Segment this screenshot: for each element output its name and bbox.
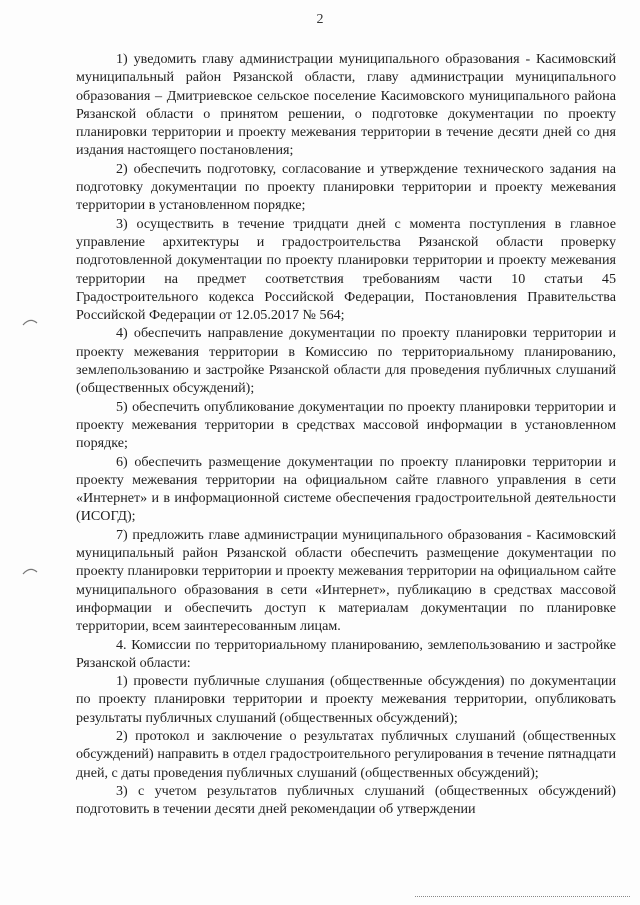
- list-item-2: 2) обеспечить подготовку, согласование и утверждение технического задания на подготовку документации по проекту планировки территории и проекту межевания территории в установленном порядке;: [76, 160, 616, 214]
- page-number: 2: [316, 12, 324, 27]
- section-4-heading: 4. Комиссии по территориальному планированию, землепользованию и застройке Рязанской области:: [76, 636, 616, 671]
- list-item-6: 6) обеспечить размещение документации по проекту планировки территории и проекту межевания территории на официальном сайте главного управления в сети «Интернет» и в информационной системе обеспечения градостроительной деятельности (ИСОГД);: [76, 453, 616, 525]
- commission-item-2: 2) протокол и заключение о результатах публичных слушаний (общественных обсуждений) направить в отдел градостроительного регулирования в течение пятнадцати дней, с даты проведения публичных слушаний (общественных обсуждений);: [76, 727, 616, 781]
- list-item-1: 1) уведомить главу администрации муниципального образования - Касимовский муниципальный район Рязанской области, главу администрации муниципального образования – Дмитриевское сельское поселение Касимовского муниципального района Рязанской области о принятом решении, о подготовке документации по проекту планировки территории и проекту межевания территории в течение десяти дней со дня издания настоящего постановления;: [76, 51, 616, 159]
- document-body: [76, 50, 616, 818]
- list-item-3: 3) осуществить в течение тридцати дней с момента поступления в главное управление архитектуры и градостроительства Рязанской области проверку подготовленной документации по проекту планировки территории и проекту межевания территории на предмет соответствия требованиям части 10 статьи 45 Градостроительного кодекса Российской Федерации, Постановления Правительства Российской Федерации от 12.05.2017 № 564;: [76, 215, 616, 324]
- list-item-5: 5) обеспечить опубликование документации по проекту планировки территории и проекту межевания территории в средствах массовой информации в установленном порядке;: [76, 398, 616, 452]
- margin-mark: [22, 566, 38, 576]
- list-item-4: 4) обеспечить направление документации по проекту планировки территории и проекту межевания территории в Комиссию по территориальному планированию, землепользованию и застройке Рязанской области для проведения публичных слушаний (общественных обсуждений);: [76, 325, 616, 397]
- commission-item-1: 1) провести публичные слушания (общественные обсуждения) по документации по проекту планировки территории и проекту межевания территории, опубликовать результаты публичных слушаний (общественных обсуждений);: [76, 673, 616, 726]
- commission-item-3: 3) с учетом результатов публичных слушаний (общественных обсуждений) подготовить в течении десяти дней рекомендации об утверждении: [76, 782, 616, 818]
- scan-edge-line: [415, 896, 630, 898]
- list-item-7: 7) предложить главе администрации муниципального образования - Касимовский муниципальный район Рязанской области обеспечить размещение документации по проекту планировки территории и проекту межевания территории на официальном сайте муниципального образования в сети «Интернет», публикацию в средствах массовой информации и обеспечить доступ к материалам документации по планировке территории, всем заинтересованным лицам.: [76, 526, 616, 635]
- margin-mark: [22, 317, 38, 327]
